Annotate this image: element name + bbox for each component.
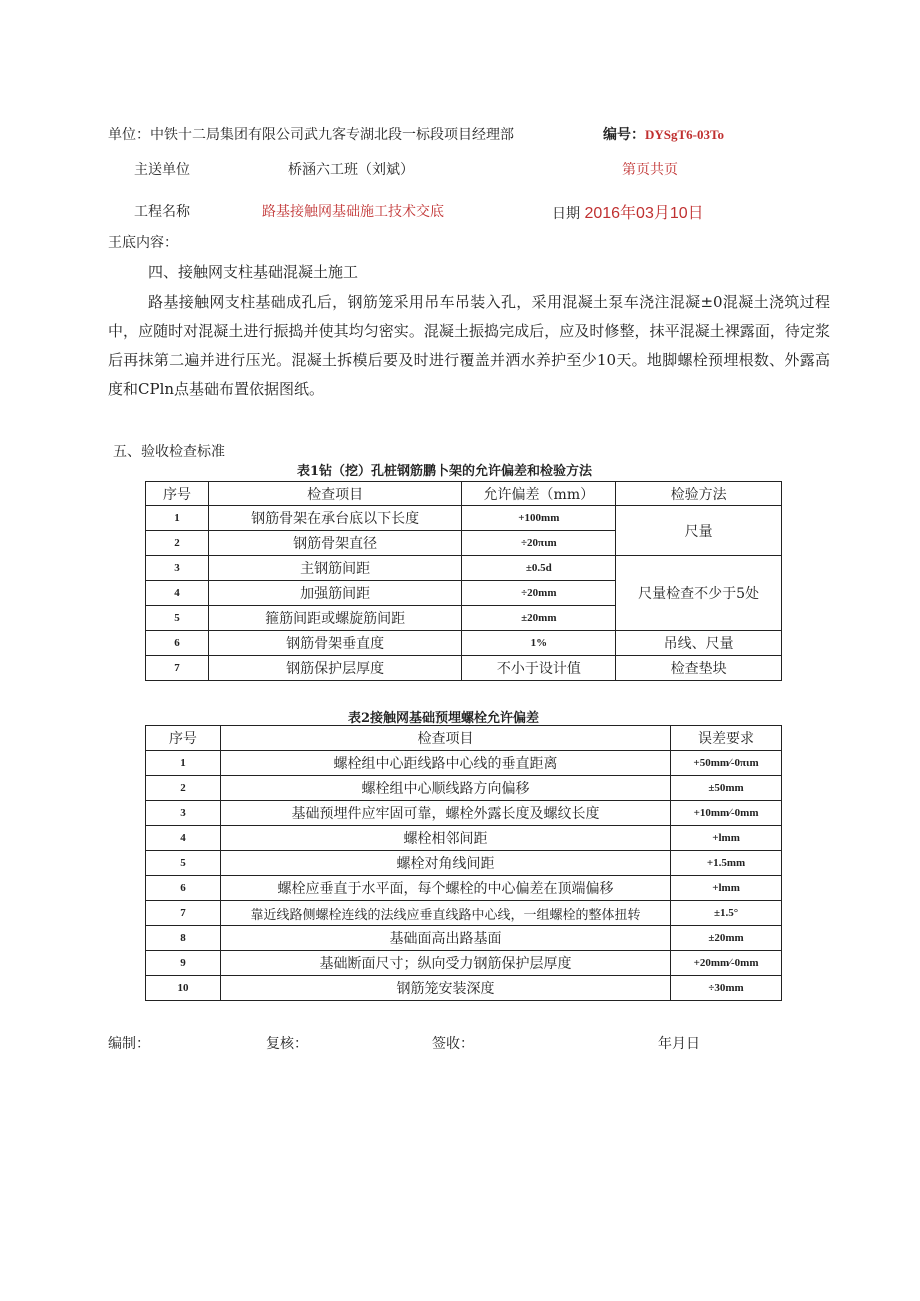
row-tolerance: ÷20mm xyxy=(462,581,616,606)
row-tolerance: +10mm∕-0mm xyxy=(671,801,782,826)
row-item: 靠近线路侧螺栓连线的法线应垂直线路中心线，一组螺栓的整体扭转 xyxy=(220,901,670,926)
section5-title: 五、验收检查标准 xyxy=(113,444,225,460)
row-item: 主钢筋间距 xyxy=(208,556,462,581)
sender-value: 桥涵六工班（刘斌） xyxy=(288,162,414,178)
row-item: 螺栓对角线间距 xyxy=(220,851,670,876)
row-method: 尺量 xyxy=(616,506,782,556)
table1-header-item: 检查项目 xyxy=(208,482,462,506)
row-number: 1 xyxy=(146,506,209,531)
row-number: 8 xyxy=(146,926,221,951)
row-tolerance: ±50mm xyxy=(671,776,782,801)
table-row xyxy=(146,506,782,531)
row-item: 钢筋笼安装深度 xyxy=(220,976,670,1001)
row-number: 6 xyxy=(146,876,221,901)
table1 xyxy=(145,481,782,681)
code-line xyxy=(603,124,724,144)
table-row xyxy=(146,901,782,926)
table-row xyxy=(146,656,782,681)
row-tolerance: ÷20πιm xyxy=(462,531,616,556)
row-tolerance: ±1.5° xyxy=(671,901,782,926)
table-row xyxy=(146,951,782,976)
row-method: 吊线、尺量 xyxy=(616,631,782,656)
date-line xyxy=(552,200,704,223)
table2-header-row xyxy=(146,726,782,751)
row-number: 3 xyxy=(146,801,221,826)
row-item: 箍筋间距或螺旋筋间距 xyxy=(208,606,462,631)
row-number: 9 xyxy=(146,951,221,976)
table2-header-tolerance: 误差要求 xyxy=(671,726,782,751)
row-tolerance: +lmm xyxy=(671,826,782,851)
table-row xyxy=(146,851,782,876)
row-tolerance: +50mm∕-0πιm xyxy=(671,751,782,776)
table-row xyxy=(146,926,782,951)
table2-header-item: 检查项目 xyxy=(220,726,670,751)
table2-header-no: 序号 xyxy=(146,726,221,751)
row-tolerance: ±0.5d xyxy=(462,556,616,581)
row-tolerance: ÷30mm xyxy=(671,976,782,1001)
row-tolerance: +lmm xyxy=(671,876,782,901)
row-tolerance: ±20mm xyxy=(671,926,782,951)
row-number: 7 xyxy=(146,901,221,926)
project-value: 路基接触网基础施工技术交底 xyxy=(262,204,444,220)
row-item: 钢筋骨架垂直度 xyxy=(208,631,462,656)
row-item: 钢筋骨架直径 xyxy=(208,531,462,556)
footer-date: 年月日 xyxy=(658,1036,700,1052)
row-number: 1 xyxy=(146,751,221,776)
row-number: 4 xyxy=(146,581,209,606)
table2-caption: 表2接触网基础预埋螺栓允许偏差 xyxy=(348,711,540,726)
row-item: 螺栓组中心距线路中心线的垂直距离 xyxy=(220,751,670,776)
table-row xyxy=(146,976,782,1001)
date-value: 2016年03月10日 xyxy=(584,205,704,222)
row-number: 4 xyxy=(146,826,221,851)
table1-header-method: 检验方法 xyxy=(616,482,782,506)
table-row xyxy=(146,776,782,801)
table-row xyxy=(146,556,782,581)
row-tolerance: ±20mm xyxy=(462,606,616,631)
content-intro-label: 王底内容： xyxy=(108,235,178,251)
table-row xyxy=(146,801,782,826)
table1-header-row xyxy=(146,482,782,506)
row-number: 5 xyxy=(146,851,221,876)
code-label: 编号： xyxy=(603,127,645,143)
reviewer-label: 复核： xyxy=(266,1036,308,1052)
table1-header-no: 序号 xyxy=(146,482,209,506)
row-item: 螺栓应垂直于水平面，每个螺栓的中心偏差在顶端偏移 xyxy=(220,876,670,901)
table-row xyxy=(146,631,782,656)
row-number: 3 xyxy=(146,556,209,581)
editor-label: 编制： xyxy=(108,1036,150,1052)
row-number: 10 xyxy=(146,976,221,1001)
code-value: DYSgT6-03To xyxy=(645,127,724,142)
unit-value: 中铁十二局集团有限公司武九客专湖北段一标段项目经理部 xyxy=(150,127,514,143)
table1-caption: 表1钻（挖）孔桩钢筋鹏卜架的允许偏差和检验方法 xyxy=(297,464,593,479)
row-tolerance: +100mm xyxy=(462,506,616,531)
unit-label: 单位： xyxy=(108,127,150,143)
receiver-label: 签收： xyxy=(432,1036,474,1052)
sender-label: 主送单位 xyxy=(134,162,190,178)
page-counter: 第页共页 xyxy=(622,162,678,178)
table1-header-tolerance: 允许偏差（mm） xyxy=(462,482,616,506)
row-item: 钢筋骨架在承台底以下长度 xyxy=(208,506,462,531)
row-number: 7 xyxy=(146,656,209,681)
table2 xyxy=(145,725,782,1001)
row-tolerance: 1% xyxy=(462,631,616,656)
row-item: 基础断面尺寸；纵向受力钢筋保护层厚度 xyxy=(220,951,670,976)
date-label: 日期 xyxy=(552,206,580,222)
row-number: 5 xyxy=(146,606,209,631)
unit-line xyxy=(108,124,514,144)
row-item: 螺栓组中心顺线路方向偏移 xyxy=(220,776,670,801)
body-paragraph: 路基接触网支柱基础成孔后，钢筋笼采用吊车吊装入孔，采用混凝土泵车浇注混凝±0混凝土浇筑过程中，应随时对混凝土进行振捣并使其均匀密实。混凝土振捣完成后，应及时修整，抹平混凝土裸露面，待定浆后再抹第二遍并进行压光。混凝土拆模后要及时进行覆盖并洒水养护至少10天。地脚螺栓预埋根数、外露高度和CPln点基础布置依据图纸。 xyxy=(108,293,830,398)
row-number: 6 xyxy=(146,631,209,656)
row-tolerance: 不小于设计值 xyxy=(462,656,616,681)
row-item: 螺栓相邻间距 xyxy=(220,826,670,851)
row-number: 2 xyxy=(146,776,221,801)
row-item: 基础面高出路基面 xyxy=(220,926,670,951)
row-tolerance: +1.5mm xyxy=(671,851,782,876)
row-number: 2 xyxy=(146,531,209,556)
row-method: 检查垫块 xyxy=(616,656,782,681)
project-label: 工程名称 xyxy=(134,204,190,220)
table-row xyxy=(146,826,782,851)
row-tolerance: +20mm∕-0mm xyxy=(671,951,782,976)
row-item: 基础预埋件应牢固可靠，螺栓外露长度及螺纹长度 xyxy=(220,801,670,826)
section4-title: 四、接触网支柱基础混凝土施工 xyxy=(148,263,359,281)
row-item: 加强筋间距 xyxy=(208,581,462,606)
table-row xyxy=(146,876,782,901)
row-method: 尺量检查不少于5处 xyxy=(616,556,782,631)
row-item: 钢筋保护层厚度 xyxy=(208,656,462,681)
table-row xyxy=(146,751,782,776)
